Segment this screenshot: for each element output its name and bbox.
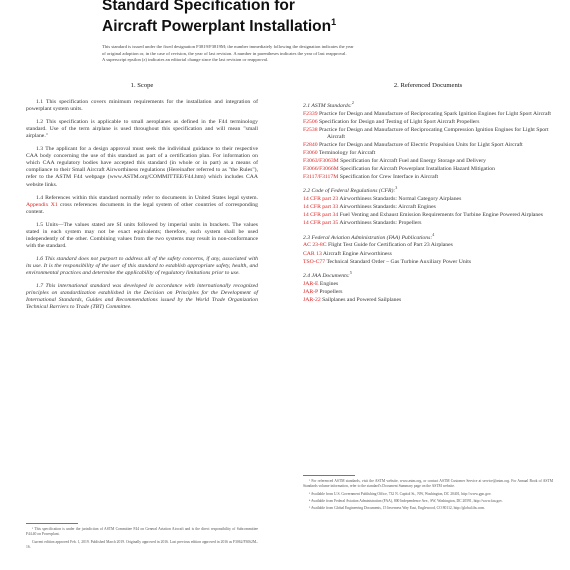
scope-heading: 1. Scope bbox=[130, 82, 154, 89]
preamble-line: This standard is issued under the fixed designation F3819/F3819M; the number immediately following the designation indicates the year bbox=[102, 44, 354, 49]
reference-code-link[interactable]: F3060 bbox=[303, 150, 318, 157]
scope-paragraph bbox=[26, 195, 258, 216]
reference-group-footnote-mark: 3 bbox=[395, 185, 398, 191]
reference-title: Engines bbox=[319, 280, 339, 287]
reference-code-link[interactable]: F2538 bbox=[303, 127, 318, 134]
reference-entry bbox=[303, 174, 553, 181]
preamble-line: of original adoption or, in the case of revision, the year of last revision. A number in parentheses indicates the year of last reapproval. bbox=[102, 50, 347, 56]
paragraph-text: 1.4 References within this standard normally refer to documents in United States legal system. bbox=[36, 194, 258, 201]
scope-paragraph: 1.1 This specification covers minimum requirements for the installation and integration of powerplant system units. bbox=[26, 99, 258, 113]
reference-title: Flight Test Guide for Certification of Part 23 Airplanes bbox=[327, 242, 453, 249]
reference-code-link[interactable]: CAR 13 bbox=[303, 250, 322, 257]
title-line-2 bbox=[102, 14, 336, 35]
title-line-1: Standard Specification for bbox=[102, 0, 295, 14]
reference-groups bbox=[303, 99, 553, 304]
reference-entry bbox=[303, 158, 553, 165]
reference-entry bbox=[303, 281, 553, 288]
reference-entry bbox=[303, 242, 553, 249]
footnote: ⁵ Available from Global Engineering Documents, 15 Inverness Way East, Englewood, CO 80112, http://global.ihs.com. bbox=[309, 506, 486, 511]
reference-title: Specification for Design and Testing of Light Sport Aircraft Propellers bbox=[318, 119, 480, 126]
reference-entry bbox=[303, 196, 553, 203]
reference-code-link[interactable]: AC 23-8C bbox=[303, 242, 327, 249]
reference-entry bbox=[303, 119, 553, 126]
reference-entry bbox=[303, 150, 553, 157]
reference-title: Airworthiness Standards: Propellers bbox=[339, 220, 422, 227]
reference-title: Fuel Venting and Exhaust Emission Requirements for Turbine Engine Powered Airplanes bbox=[339, 212, 544, 219]
footnote: Current edition approved Feb. 1, 2019. Published March 2019. Originally approved in 2016. Last previous edition approved in 2016 as F3062/F3062M–16. bbox=[26, 539, 258, 549]
reference-group-footnote-mark: 5 bbox=[349, 269, 352, 275]
document-title bbox=[102, 0, 336, 35]
reference-entry bbox=[303, 127, 553, 141]
reference-code-link[interactable]: F3063/F3063M bbox=[303, 158, 339, 165]
scope-paragraph: 1.7 This international standard was developed in accordance with internationally recognized principles on standardization established in the Decision on Principles for the Development of International Standards, Guides and Recommendations issued by the World Trade Organization Technical Barriers to Trade (TBT) Committee. bbox=[26, 283, 258, 311]
reference-entry bbox=[303, 166, 553, 173]
reference-title: Specification for Crew Interface in Aircraft bbox=[339, 174, 439, 181]
reference-entry bbox=[303, 297, 553, 304]
footnote: ¹ This specification is under the jurisdiction of ASTM Committee F44 on General Aviation Aircraft and is the direct responsibility of Subcommittee F44.40 on Powerplant. bbox=[26, 527, 258, 537]
reference-code-link[interactable]: 14 CFR part 33 bbox=[303, 204, 339, 211]
scope-paragraph: 1.5 Units—The values stated are SI units followed by imperial units in brackets. The values stated in each system may not be exact equivalents; therefore, each system shall be used independently of the other. Combining values from the two systems may result in non-conformance with the standard. bbox=[26, 221, 258, 249]
footnote: ⁴ Available from Federal Aviation Administration (FAA), 800 Independence Ave., SW, Washington, DC 20591, http://www.faa.gov. bbox=[309, 498, 503, 503]
reference-code-link[interactable]: 14 CFR part 35 bbox=[303, 220, 339, 227]
paragraph-text: cross references documents in the legal system of other countries of corresponding content. bbox=[26, 201, 258, 215]
reference-title: Technical Standard Order – Gas Turbine Auxiliary Power Units bbox=[326, 258, 472, 265]
scope-paragraph: 1.6 This standard does not purport to address all of the safety concerns, if any, associated with its use. It is the responsibility of the user of this standard to establish appropriate safety, health, and environmental practices and determine the applicability of regulatory limitations prior to use. bbox=[26, 255, 258, 276]
footnote-divider-right bbox=[303, 475, 355, 476]
footnote: ³ Available from U.S. Government Publishing Office, 732 N. Capitol St., NW, Washington, DC 20401, http://www.gpo.gov. bbox=[309, 491, 492, 496]
designation-preamble bbox=[102, 44, 474, 64]
reference-title: Propellers bbox=[319, 288, 343, 295]
reference-entry bbox=[303, 289, 553, 296]
reference-group-title: 2.4 JAA Documents: bbox=[303, 272, 350, 279]
reference-code-link[interactable]: 14 CFR part 34 bbox=[303, 212, 339, 219]
reference-group-label bbox=[303, 231, 553, 242]
scope-paragraphs bbox=[26, 99, 258, 311]
reference-entry bbox=[303, 142, 553, 149]
reference-code-link[interactable]: JAR-22 bbox=[303, 296, 321, 303]
reference-group-title: 2.3 Federal Aviation Administration (FAA) Publications: bbox=[303, 234, 433, 241]
reference-title: Airworthiness Standards: Normal Category Airplanes bbox=[339, 196, 462, 203]
reference-entry bbox=[303, 204, 553, 211]
preamble-line: A superscript epsilon (ε) indicates an editorial change since the last revision or reapproval. bbox=[102, 57, 269, 63]
footnote-divider-left bbox=[26, 523, 78, 524]
reference-entry bbox=[303, 111, 553, 118]
reference-group-title: 2.1 ASTM Standards: bbox=[303, 102, 352, 109]
appendix-link[interactable]: Appendix X1 bbox=[26, 201, 58, 208]
title-footnote-mark: 1 bbox=[331, 17, 337, 27]
reference-group-label bbox=[303, 184, 553, 195]
reference-title: Practice for Design and Manufacture of Reciprocating Spark Ignition Engines for Light Sport Aircraft bbox=[318, 110, 551, 117]
reference-title: Practice for Design and Manufacture of Electric Propulsion Units for Light Sport Aircraft bbox=[318, 142, 523, 149]
reference-title: Practice for Design and Manufacture of Reciprocating Compression Ignition Engines for Light Sport Aircraft bbox=[318, 127, 549, 141]
reference-group-label bbox=[303, 99, 553, 110]
reference-title: Airworthiness Standards: Aircraft Engines bbox=[339, 204, 436, 211]
right-column bbox=[303, 82, 553, 305]
reference-code-link[interactable]: F2339 bbox=[303, 110, 318, 117]
reference-title: Specification for Aircraft Fuel and Energy Storage and Delivery bbox=[340, 158, 486, 165]
reference-code-link[interactable]: JAR-E bbox=[303, 280, 319, 287]
reference-code-link[interactable]: F3066/F3066M bbox=[303, 166, 339, 173]
reference-entry bbox=[303, 259, 553, 266]
reference-title: Specification for Aircraft Powerplant Installation Hazard Mitigation bbox=[340, 166, 495, 173]
footnotes-left bbox=[26, 527, 258, 552]
reference-group-footnote-mark: 2 bbox=[351, 100, 354, 106]
title-line-2-text: Aircraft Powerplant Installation bbox=[102, 18, 332, 35]
reference-entry bbox=[303, 220, 553, 227]
footnotes-right bbox=[303, 479, 553, 513]
reference-code-link[interactable]: F2840 bbox=[303, 142, 318, 149]
reference-title: Sailplanes and Powered Sailplanes bbox=[322, 296, 402, 303]
footnote: ² For referenced ASTM standards, visit the ASTM website, www.astm.org, or contact ASTM Customer Service at service@astm.org. For Annual Book of ASTM Standards volume information, refer to the standard's Document Summary page on the ASTM website. bbox=[303, 479, 553, 489]
reference-group-footnote-mark: 4 bbox=[432, 231, 435, 237]
scope-paragraph: 1.3 The applicant for a design approval must seek the individual guidance to their respective CAA body concerning the use of this standard as part of a certification plan. For information on which CAA regulatory bodies have accepted this standard (in whole or in part) as a means of compliance to their Small Aircraft Airworthiness regulations (Hereinafter referred to as "the Rules"), refer to the ASTM F44 webpage (www.ASTM.org/COMMITTEE/F44.htm) which includes CAA website links. bbox=[26, 146, 258, 188]
reference-title: Terminology for Aircraft bbox=[318, 150, 376, 157]
reference-entry bbox=[303, 251, 553, 258]
scope-paragraph: 1.2 This specification is applicable to small aeroplanes as defined in the F44 terminology standard. Use of the term airplane is used throughout this specification and will mean "small airplane." bbox=[26, 119, 258, 140]
reference-group-label bbox=[303, 269, 553, 280]
referenced-documents-heading: 2. Referenced Documents bbox=[393, 82, 463, 89]
reference-title: Aircraft Engine Airworthiness bbox=[322, 250, 392, 257]
left-column bbox=[26, 82, 258, 317]
reference-entry bbox=[303, 212, 553, 219]
reference-code-link[interactable]: F2506 bbox=[303, 119, 318, 126]
reference-code-link[interactable]: JAR-P bbox=[303, 288, 318, 295]
reference-code-link[interactable]: TSO-C77 bbox=[303, 258, 326, 265]
reference-group-title: 2.2 Code of Federal Regulations (CFR): bbox=[303, 188, 396, 195]
reference-code-link[interactable]: F3117/F3117M bbox=[303, 174, 339, 181]
reference-code-link[interactable]: 14 CFR part 23 bbox=[303, 196, 339, 203]
